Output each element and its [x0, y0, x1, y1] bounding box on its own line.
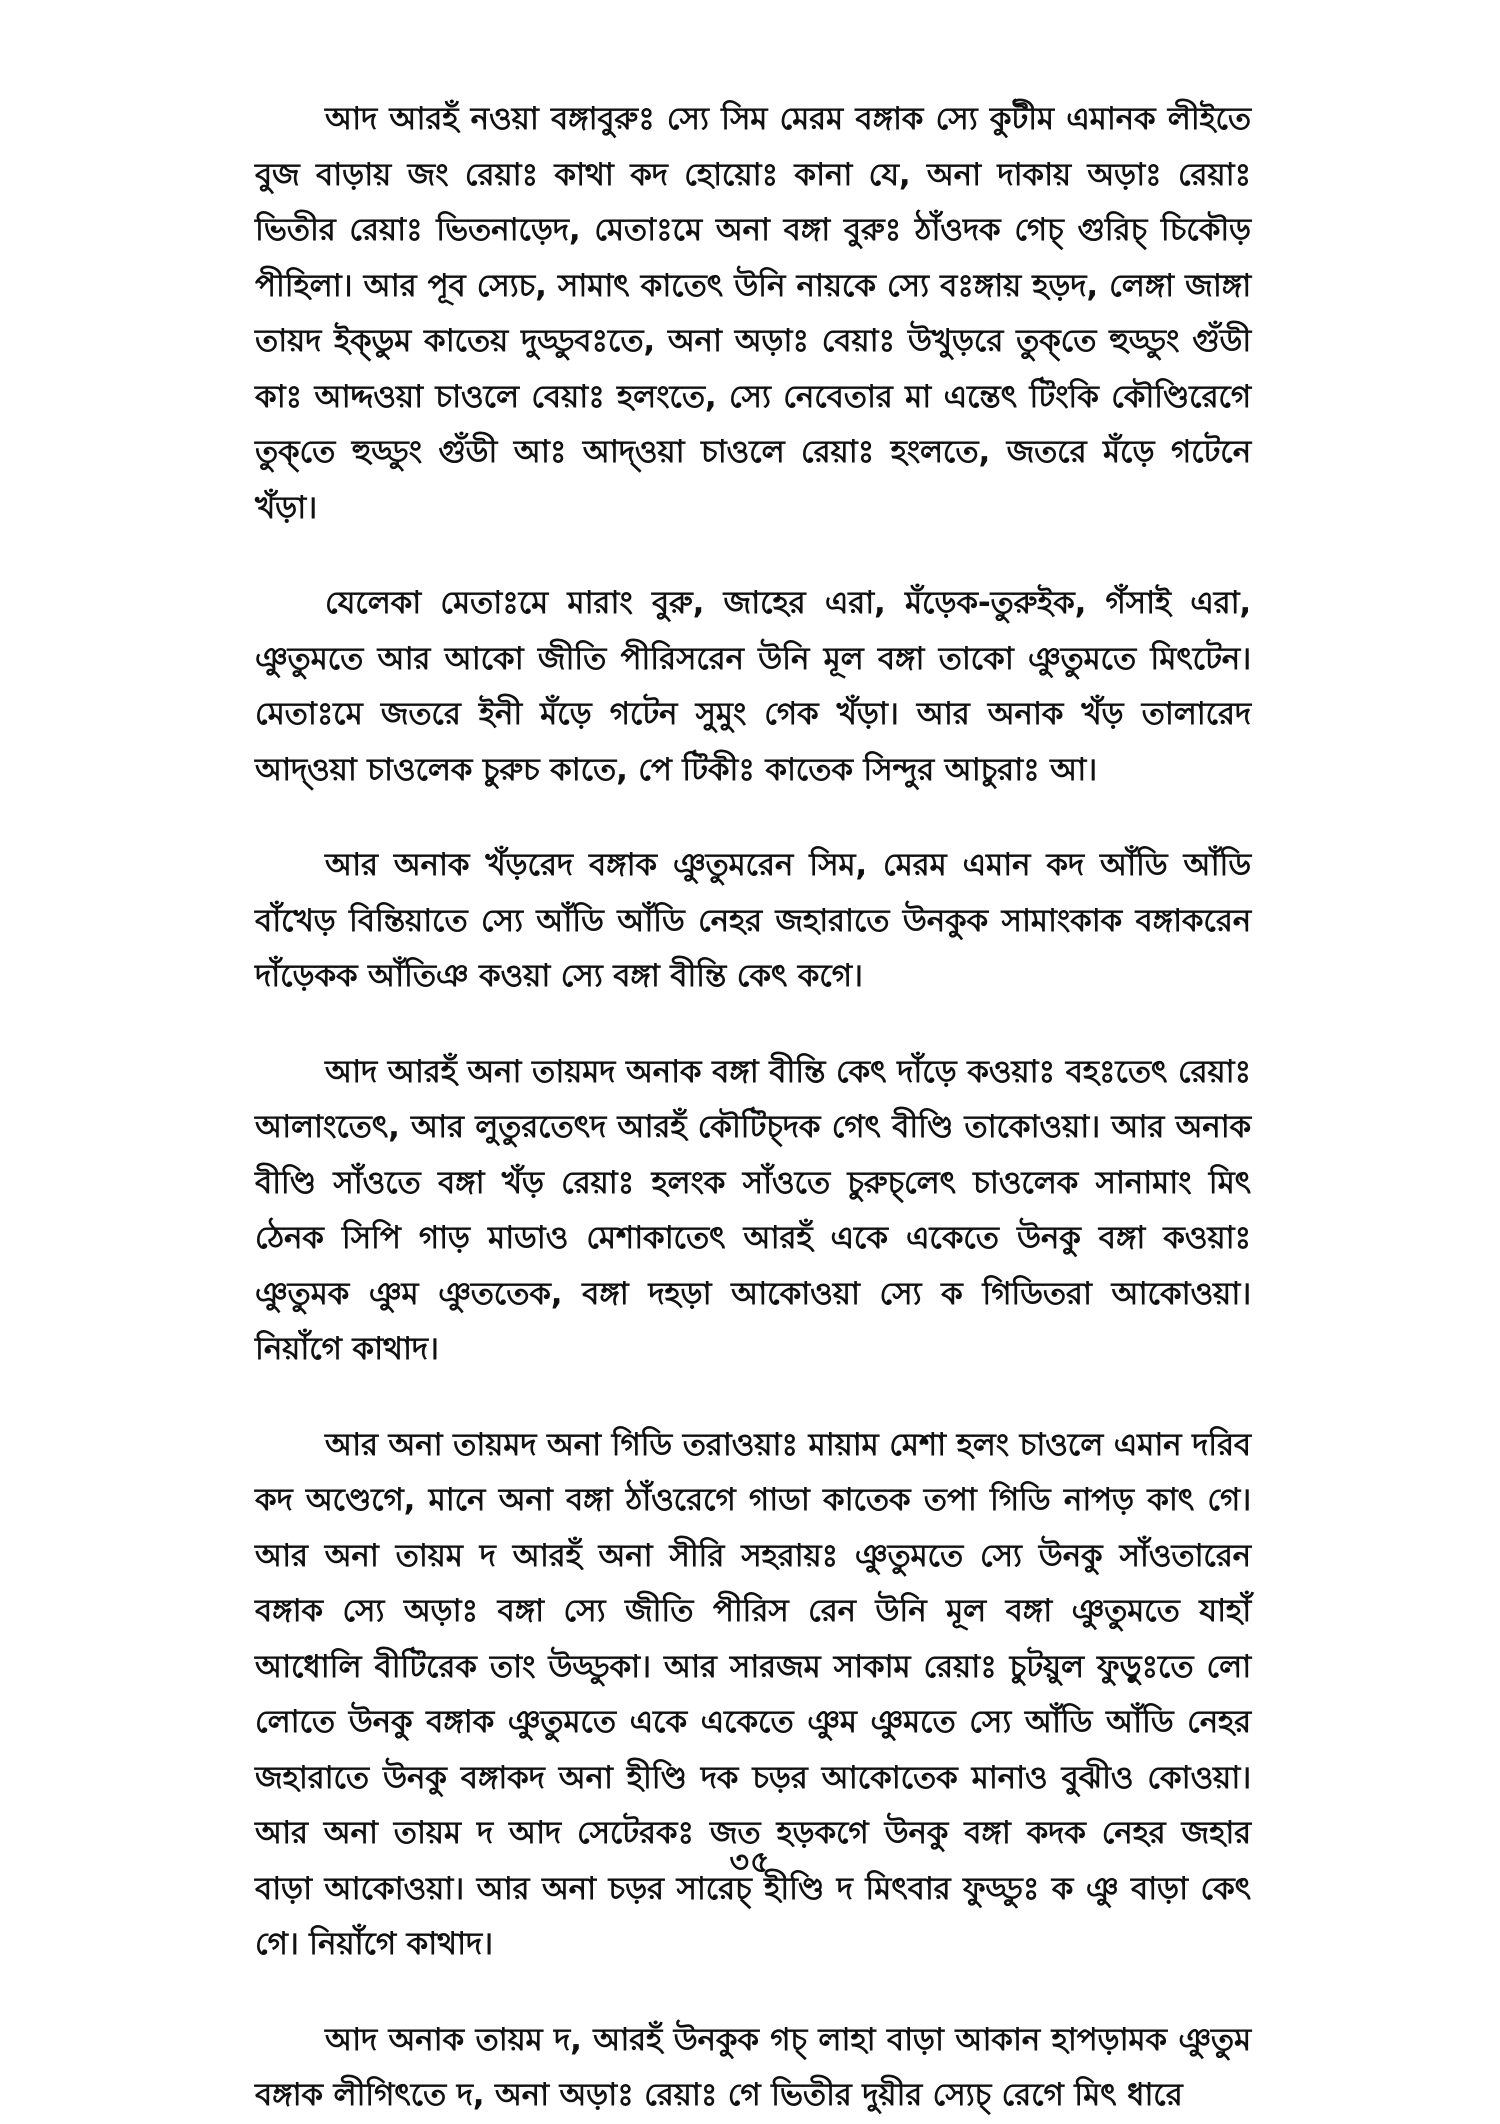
paragraph-6: আদ অনাক তায়ম দ, আরহঁ উনকুক গচ্ লাহা বাড়া আকান হাপড়ামক ঞুতুম বঙ্গাক লীগিৎতে দ, অনা অড়াঃ রেয়াঃ গে ভিতীর দুয়ীর স্যেচ্ রেগে মিৎ ধারে [255, 2021, 1251, 2113]
paragraph-5: আর অনা তায়মদ অনা গিডি তরাওয়াঃ মায়াম মেশা হলং চাওলে এমান দরিব কদ অণ্ডেগে, মানে অনা বঙ্গা ঠাঁওরেগে গাডা কাতেক তপা গিডি নাপড় কাৎ গে। আর অনা তায়ম দ আরহঁ অনা সীরি সহরায়ঃ ঞুতুমতে স্যে উনকু সাঁওতারেন বঙ্গাক স্যে অড়াঃ বঙ্গা স্যে জীতি পীরিস রেন উনি মূল বঙ্গা ঞুতুমতে যাহাঁ আধোলি বীটিরেক তাং উড্ডুকা। আর সারজম সাকাম রেয়াঃ চুটয়ুল ফুড়ুঃতে লো লোতে উনকু বঙ্গাক ঞুতুমতে একে একেতে ঞুম ঞুমতে স্যে আঁডি আঁডি নেহর জহারাতে উনকু বঙ্গাকদ অনা হীণ্ডি দক চড়র আকোতেক মানাও বুঝীও কোওয়া। আর অনা তায়ম দ আদ সেটেরকঃ জত হড়কগে উনকু বঙ্গা কদক নেহর জহার বাড়া আকোওয়া। আর অনা চড়র সারেচ্ হীণ্ডি দ মিৎবার ফুড্ডুঃ ক ঞু বাড়া কেৎ গে। নিয়াঁগে কাথাদ। [255, 1426, 1251, 1962]
paragraph-3: আর অনাক খঁড়রেদ বঙ্গাক ঞুতুমরেন সিম, মেরম এমান কদ আঁডি আঁডি বাঁখেড় বিন্তিয়াতে স্যে আঁডি আঁডি নেহর জহারাতে উনকুক সামাংকাক বঙ্গাকরেন দাঁড়েকক আঁতিঞ কওয়া স্যে বঙ্গা বীন্তি কেৎ কগে। [255, 847, 1251, 994]
document-page [255, 92, 1251, 2113]
paragraph-4: আদ আরহঁ অনা তায়মদ অনাক বঙ্গা বীন্তি কেৎ দাঁড়ে কওয়াঃ বহঃতেৎ রেয়াঃ আলাংতেৎ, আর লুতুরতেৎদ আরহঁ কৌটিচ্‌দক গেৎ বীণ্ডি তাকোওয়া। আর অনাক বীণ্ডি সাঁওতে বঙ্গা খঁড় রেয়াঃ হলংক সাঁওতে চুরুচ্‌লেৎ চাওলেক সানামাং মিৎ ঠেনক সিপি গাড় মাডাও মেশাকাতেৎ আরহঁ একে একেতে উনকু বঙ্গা কওয়াঃ ঞুতুমক ঞুম ঞুততেক, বঙ্গা দহড়া আকোওয়া স্যে ক গিডিতরা আকোওয়া। নিয়াঁগে কাথাদ। [255, 1053, 1251, 1367]
page-number: ৩৫ [729, 1845, 771, 1880]
paragraph-2: যেলেকা মেতাঃমে মারাং বুরু, জাহের এরা, মঁড়েক-তুরুইক, গঁসাই এরা, ঞুতুমতে আর আকো জীতি পীরিসরেন উনি মূল বঙ্গা তাকো ঞুতুমতে মিৎটেন। মেতাঃমে জতরে ইনী মঁড়ে গটেন সুমুং গেক খঁড়া। আর অনাক খঁড় তালারেদ আদ্ওয়া চাওলেক চুরুচ কাতে, পে টিকীঃ কাতেক সিন্দুর আচুরাঃ আ। [255, 585, 1251, 788]
paragraph-1: আদ আরহঁ নওয়া বঙ্গাবুরুঃ স্যে সিম মেরম বঙ্গাক স্যে কুটীম এমানক লীইতে বুজ বাড়ায় জং রেয়াঃ কাথা কদ হোয়োঃ কানা যে, অনা দাকায় অড়াঃ রেয়াঃ ভিতীর রেয়াঃ ভিতনাড়েদ, মেতাঃমে অনা বঙ্গা বুরুঃ ঠাঁওদক গেচ্ গুরিচ্ চিকৌড় পীহিলা। আর পূব স্যেচ, সামাৎ কাতেৎ উনি নায়কে স্যে বঃঙ্গায় হড়দ, লেঙ্গা জাঙ্গা তায়দ ইক্ডুম কাতেয় দুড্ডুবঃতে, অনা অড়াঃ বেয়াঃ উখুড়রে তুক্‌তে হুড্ডুং গুঁডী কাঃ আদ্দওয়া চাওলে বেয়াঃ হলংতে, স্যে নেবেতার মা এন্তেৎ টিংকি কৌণ্ডিরেগে তুক্‌তে হুড্ডুং গুঁডী আঃ আদ্ওয়া চাওলে রেয়াঃ হংলতে, জতরে মঁড়ে গটেনে খঁড়া। [255, 101, 1251, 526]
